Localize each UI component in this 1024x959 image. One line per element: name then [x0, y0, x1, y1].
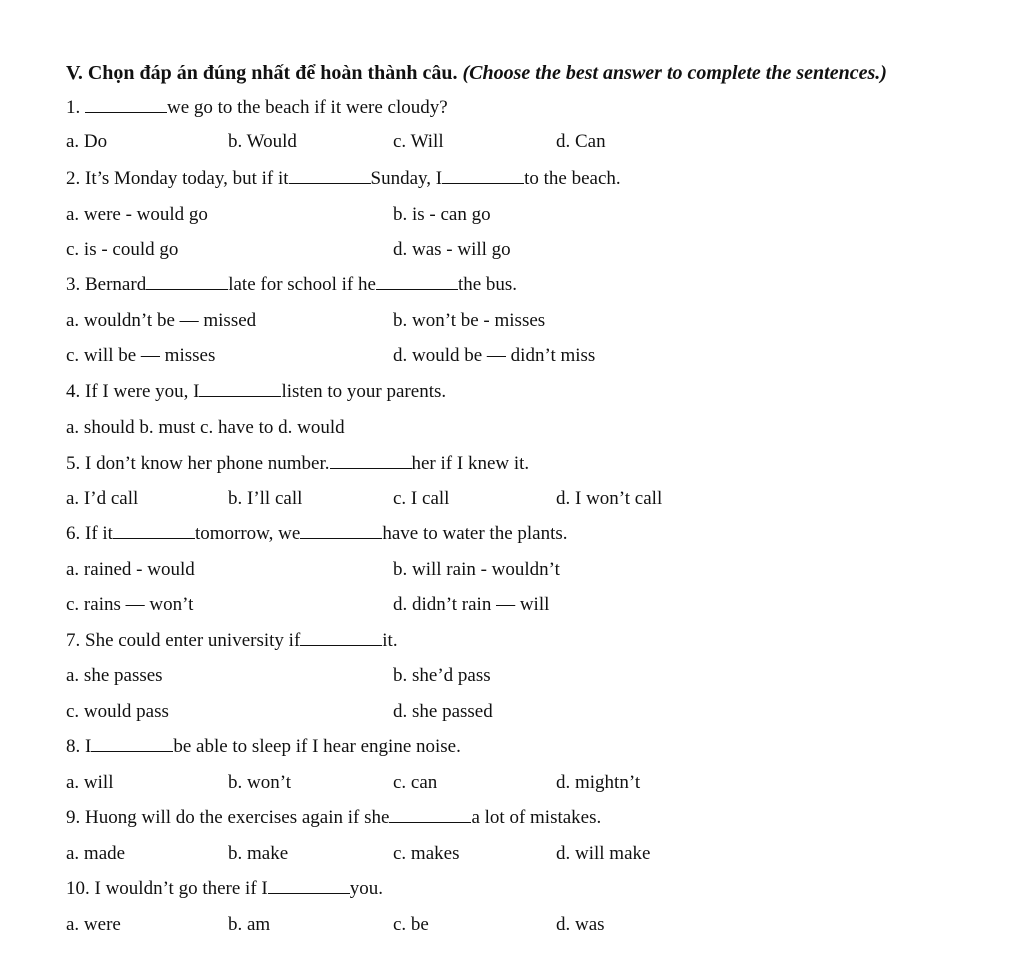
- answer-option: c. makes: [393, 843, 460, 864]
- question-text: 9. Huong will do the exercises again if she: [66, 807, 390, 828]
- answer-blank: [289, 168, 371, 184]
- answer-option: d. Can: [556, 131, 606, 152]
- question-text: 8. I: [66, 736, 92, 757]
- question-1: [66, 96, 448, 120]
- answer-blank: [376, 274, 458, 290]
- answer-option: b. is - can go: [393, 204, 491, 225]
- answer-option: a. rained - would: [66, 559, 195, 580]
- question-text: the bus.: [457, 274, 518, 295]
- question-text: 10. I wouldn’t go there if I: [66, 878, 268, 899]
- answer-option: d. would be — didn’t miss: [393, 345, 596, 366]
- question-text: be able to sleep if I hear engine noise.: [173, 736, 461, 757]
- question-7: [66, 629, 398, 653]
- answer-option: c. be: [393, 914, 429, 935]
- answer-blank: [389, 807, 471, 823]
- title-vietnamese: V. Chọn đáp án đúng nhất để hoàn thành câu.: [66, 62, 458, 84]
- answer-option: d. she passed: [393, 701, 493, 722]
- answer-blank: [300, 523, 382, 539]
- answer-option: b. will rain - wouldn’t: [393, 559, 560, 580]
- question-5: [66, 452, 529, 476]
- answer-option: d. was: [556, 914, 605, 935]
- question-text: a lot of mistakes.: [471, 807, 602, 828]
- answer-option: b. I’ll call: [228, 488, 303, 509]
- question-text: have to water the plants.: [382, 523, 568, 544]
- title-english: (Choose the best answer to complete the sentences.): [462, 62, 887, 84]
- answer-option: a. made: [66, 843, 126, 864]
- answer-option: a. I’d call: [66, 488, 139, 509]
- answer-option: d. didn’t rain — will: [393, 594, 550, 615]
- question-text: you.: [349, 878, 383, 899]
- answer-option: d. was - will go: [393, 239, 511, 260]
- question-text: 1.: [66, 97, 85, 118]
- question-text: 7. She could enter university if: [66, 630, 301, 651]
- question-text: late for school if he: [228, 274, 376, 295]
- answer-option: b. won’t: [228, 772, 291, 793]
- answer-option: a. wouldn’t be — missed: [66, 310, 257, 331]
- question-text: 5. I don’t know her phone number.: [66, 453, 330, 474]
- answer-option: d. I won’t call: [556, 488, 663, 509]
- question-text: her if I knew it.: [411, 453, 530, 474]
- answer-option: c. Will: [393, 131, 444, 152]
- section-title: [66, 60, 887, 86]
- question-text: to the beach.: [524, 168, 621, 189]
- answer-option: a. Do: [66, 131, 108, 152]
- question-text: it.: [382, 630, 398, 651]
- question-text: 4. If I were you, I: [66, 381, 200, 402]
- question-text: 6. If it: [66, 523, 113, 544]
- answer-option: b. she’d pass: [393, 665, 491, 686]
- answer-option: b. won’t be - misses: [393, 310, 546, 331]
- answer-option: b. make: [228, 843, 289, 864]
- question-text: we go to the beach if it were cloudy?: [167, 97, 448, 118]
- answer-blank: [300, 630, 382, 646]
- answer-blank: [330, 453, 412, 469]
- answer-option: c. rains — won’t: [66, 594, 194, 615]
- answer-option: d. will make: [556, 843, 651, 864]
- answer-option: c. would pass: [66, 701, 169, 722]
- answer-option: a. should b. must c. have to d. would: [66, 417, 345, 438]
- question-2: [66, 167, 621, 191]
- answer-option: b. am: [228, 914, 271, 935]
- answer-option: a. she passes: [66, 665, 163, 686]
- answer-blank: [268, 878, 350, 894]
- question-text: 3. Bernard: [66, 274, 147, 295]
- question-10: [66, 877, 383, 901]
- answer-blank: [442, 168, 524, 184]
- question-6: [66, 522, 568, 546]
- answer-blank: [113, 523, 195, 539]
- answer-option: a. were - would go: [66, 204, 208, 225]
- answer-option: a. will: [66, 772, 114, 793]
- answer-option: d. mightn’t: [556, 772, 641, 793]
- question-8: [66, 735, 461, 759]
- question-text: Sunday, I: [370, 168, 443, 189]
- answer-option: c. will be — misses: [66, 345, 216, 366]
- question-text: listen to your parents.: [281, 381, 447, 402]
- answer-option: b. Would: [228, 131, 297, 152]
- answer-blank: [91, 736, 173, 752]
- answer-option: c. can: [393, 772, 438, 793]
- question-3: [66, 273, 517, 297]
- question-text: tomorrow, we: [194, 523, 301, 544]
- answer-option: a. were: [66, 914, 121, 935]
- question-4: [66, 380, 446, 404]
- answer-option: c. is - could go: [66, 239, 179, 260]
- answer-blank: [146, 274, 228, 290]
- answer-blank: [199, 381, 281, 397]
- question-9: [66, 806, 601, 830]
- answer-option: c. I call: [393, 488, 450, 509]
- answer-blank: [85, 97, 167, 113]
- question-text: 2. It’s Monday today, but if it: [66, 168, 289, 189]
